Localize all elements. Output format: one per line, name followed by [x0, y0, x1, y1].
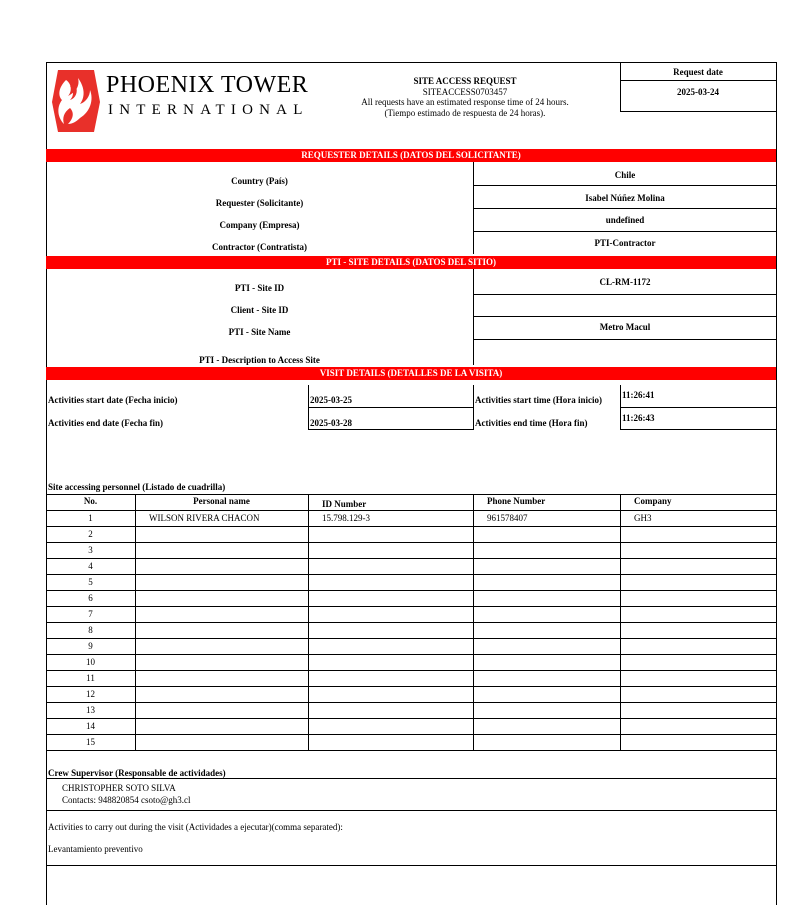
cell-no: 5 [88, 577, 93, 587]
column-header-no: No. [83, 496, 98, 506]
table-row [46, 638, 777, 654]
cell-no: 7 [88, 609, 93, 619]
response-note-en: All requests have an estimated response time of 24 hours. [361, 97, 569, 107]
table-row [46, 526, 777, 542]
column-header-company: Company [634, 496, 672, 506]
table-row [46, 574, 777, 590]
contractor-value: PTI-Contractor [594, 238, 656, 248]
requester-section-header: REQUESTER DETAILS (DATOS DEL SOLICITANTE) [46, 149, 776, 162]
request-date-label: Request date [673, 67, 723, 77]
pti-site-name-label: PTI - Site Name [228, 327, 291, 337]
country-label: Country (País) [231, 176, 288, 186]
cell-no: 9 [88, 641, 93, 651]
personnel-title: Site accessing personnel (Listado de cuadrilla) [48, 482, 226, 492]
requester-value: Isabel Núñez Molina [585, 193, 665, 203]
table-row [46, 542, 777, 558]
requester-label: Requester (Solicitante) [215, 198, 304, 208]
table-row [46, 606, 777, 622]
cell-no: 4 [88, 561, 93, 571]
cell-id-number: 15.798.129-3 [322, 513, 370, 523]
table-row [46, 654, 777, 670]
cell-no: 13 [86, 705, 95, 715]
supervisor-name: CHRISTOPHER SOTO SILVA [62, 783, 176, 793]
form-title: SITE ACCESS REQUEST [413, 76, 517, 86]
table-row [46, 734, 777, 750]
cell-phone-number: 961578407 [487, 513, 528, 523]
supervisor-contacts: Contacts: 948820854 csoto@gh3.cl [62, 795, 191, 805]
company-logo [50, 66, 309, 132]
cell-no: 2 [88, 529, 93, 539]
cell-no: 6 [88, 593, 93, 603]
logo-line2: INTERNATIONAL [108, 102, 309, 118]
company-label: Company (Empresa) [219, 220, 300, 230]
end-time-value: 11:26:43 [622, 413, 655, 423]
end-date-label: Activities end date (Fecha fin) [48, 418, 163, 428]
pti-site-name-value: Metro Macul [599, 322, 651, 332]
response-note-es: (Tiempo estimado de respuesta de 24 horas). [384, 107, 546, 118]
access-description-label: PTI - Description to Access Site [199, 355, 320, 365]
start-date-label: Activities start date (Fecha inicio) [48, 395, 178, 405]
request-id: SITEACCESS0703457 [422, 86, 508, 97]
cell-company: GH3 [634, 513, 652, 523]
cell-no: 10 [86, 657, 95, 667]
start-date-value: 2025-03-25 [310, 395, 352, 405]
start-time-label: Activities start time (Hora inicio) [475, 395, 602, 405]
cell-no: 11 [86, 673, 95, 683]
table-row [46, 590, 777, 606]
site-section-header: PTI - SITE DETAILS (DATOS DEL SITIO) [46, 256, 776, 269]
table-row [46, 558, 777, 574]
pti-site-id-label: PTI - Site ID [234, 283, 285, 293]
pti-site-id-value: CL-RM-1172 [599, 277, 651, 287]
start-time-value: 11:26:41 [622, 390, 655, 400]
table-row [46, 670, 777, 686]
column-header-phone-number: Phone Number [487, 496, 546, 506]
visit-section-header: VISIT DETAILS (DETALLES DE LA VISITA) [46, 367, 776, 380]
end-date-value: 2025-03-28 [310, 418, 352, 428]
logo-line1: PHOENIX TOWER [106, 72, 309, 98]
table-row [46, 510, 777, 526]
activities-value: Levantamiento preventivo [48, 844, 143, 854]
table-row [46, 622, 777, 638]
column-header-personal-name: Personal name [193, 496, 250, 506]
supervisor-label: Crew Supervisor (Responsable de actividades) [48, 768, 226, 778]
phoenix-logo-icon [50, 66, 100, 132]
table-row [46, 718, 777, 734]
cell-no: 3 [88, 545, 93, 555]
cell-no: 12 [86, 689, 95, 699]
table-row [46, 702, 777, 718]
cell-personal-name: WILSON RIVERA CHACON [149, 513, 260, 523]
cell-no: 8 [88, 625, 93, 635]
end-time-label: Activities end time (Hora fin) [475, 418, 588, 428]
activities-label: Activities to carry out during the visit (Actividades a ejecutar)(comma separated): [48, 822, 343, 832]
personnel-table [46, 494, 777, 750]
cell-no: 1 [88, 513, 93, 523]
cell-no: 14 [86, 721, 95, 731]
contractor-label: Contractor (Contratista) [211, 242, 308, 252]
cell-no: 15 [86, 737, 95, 747]
client-site-id-label: Client - Site ID [230, 305, 289, 315]
table-row [46, 686, 777, 702]
request-date-value: 2025-03-24 [677, 87, 719, 97]
form-title-block [320, 76, 610, 118]
company-value: undefined [605, 215, 645, 225]
country-value: Chile [614, 170, 636, 180]
column-header-id-number: ID Number [322, 499, 367, 509]
